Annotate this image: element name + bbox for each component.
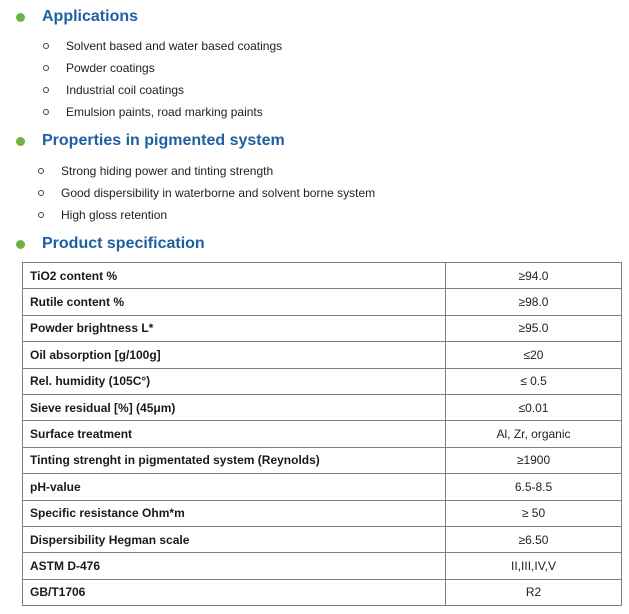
list-item: Emulsion paints, road marking paints bbox=[43, 101, 282, 123]
circle-bullet-icon bbox=[38, 212, 44, 218]
circle-bullet-icon bbox=[38, 190, 44, 196]
circle-bullet-icon bbox=[38, 168, 44, 174]
param-cell: Rel. humidity (105C°) bbox=[23, 368, 446, 394]
table-row bbox=[23, 553, 622, 579]
value-cell: ≥98.0 bbox=[446, 289, 622, 315]
circle-bullet-icon bbox=[43, 109, 49, 115]
table-row bbox=[23, 368, 622, 394]
applications-list bbox=[43, 35, 282, 123]
value-cell: ≥95.0 bbox=[446, 315, 622, 341]
table-row bbox=[23, 421, 622, 447]
specification-heading bbox=[16, 235, 205, 253]
properties-title: Properties in pigmented system bbox=[42, 132, 285, 149]
value-cell: ≥6.50 bbox=[446, 526, 622, 552]
table-row bbox=[23, 394, 622, 420]
specification-table bbox=[22, 262, 622, 606]
param-cell: pH-value bbox=[23, 474, 446, 500]
circle-bullet-icon bbox=[43, 87, 49, 93]
applications-title: Applications bbox=[42, 8, 139, 25]
circle-bullet-icon bbox=[43, 65, 49, 71]
circle-bullet-icon bbox=[43, 43, 49, 49]
param-cell: Rutile content % bbox=[23, 289, 446, 315]
value-cell: ≤20 bbox=[446, 342, 622, 368]
param-cell: TiO2 content % bbox=[23, 263, 446, 289]
table-row bbox=[23, 526, 622, 552]
param-cell: Specific resistance Ohm*m bbox=[23, 500, 446, 526]
table-row bbox=[23, 315, 622, 341]
value-cell: ≤ 0.5 bbox=[446, 368, 622, 394]
param-cell: Tinting strenght in pigmentated system (Reynolds) bbox=[23, 447, 446, 473]
value-cell: ≤0.01 bbox=[446, 394, 622, 420]
value-cell: ≥ 50 bbox=[446, 500, 622, 526]
table-row bbox=[23, 500, 622, 526]
properties-list bbox=[38, 160, 375, 226]
list-item: High gloss retention bbox=[38, 204, 375, 226]
properties-heading bbox=[16, 132, 285, 150]
value-cell: 6.5-8.5 bbox=[446, 474, 622, 500]
value-cell: ≥94.0 bbox=[446, 263, 622, 289]
value-cell: R2 bbox=[446, 579, 622, 605]
param-cell: ASTM D-476 bbox=[23, 553, 446, 579]
param-cell: GB/T1706 bbox=[23, 579, 446, 605]
table-row bbox=[23, 263, 622, 289]
list-item: Good dispersibility in waterborne and solvent borne system bbox=[38, 182, 375, 204]
green-bullet-icon bbox=[16, 137, 25, 146]
value-cell: Al, Zr, organic bbox=[446, 421, 622, 447]
table-row bbox=[23, 447, 622, 473]
green-bullet-icon bbox=[16, 240, 25, 249]
param-cell: Powder brightness L* bbox=[23, 315, 446, 341]
specification-title: Product specification bbox=[42, 235, 205, 252]
table-row bbox=[23, 579, 622, 605]
param-cell: Oil absorption [g/100g] bbox=[23, 342, 446, 368]
list-item: Solvent based and water based coatings bbox=[43, 35, 282, 57]
value-cell: II,III,IV,V bbox=[446, 553, 622, 579]
green-bullet-icon bbox=[16, 13, 25, 22]
list-item: Industrial coil coatings bbox=[43, 79, 282, 101]
param-cell: Surface treatment bbox=[23, 421, 446, 447]
list-item: Powder coatings bbox=[43, 57, 282, 79]
param-cell: Dispersibility Hegman scale bbox=[23, 526, 446, 552]
applications-heading bbox=[16, 8, 138, 26]
list-item: Strong hiding power and tinting strength bbox=[38, 160, 375, 182]
table-row bbox=[23, 342, 622, 368]
param-cell: Sieve residual [%] (45μm) bbox=[23, 394, 446, 420]
value-cell: ≥1900 bbox=[446, 447, 622, 473]
table-row bbox=[23, 474, 622, 500]
table-row bbox=[23, 289, 622, 315]
